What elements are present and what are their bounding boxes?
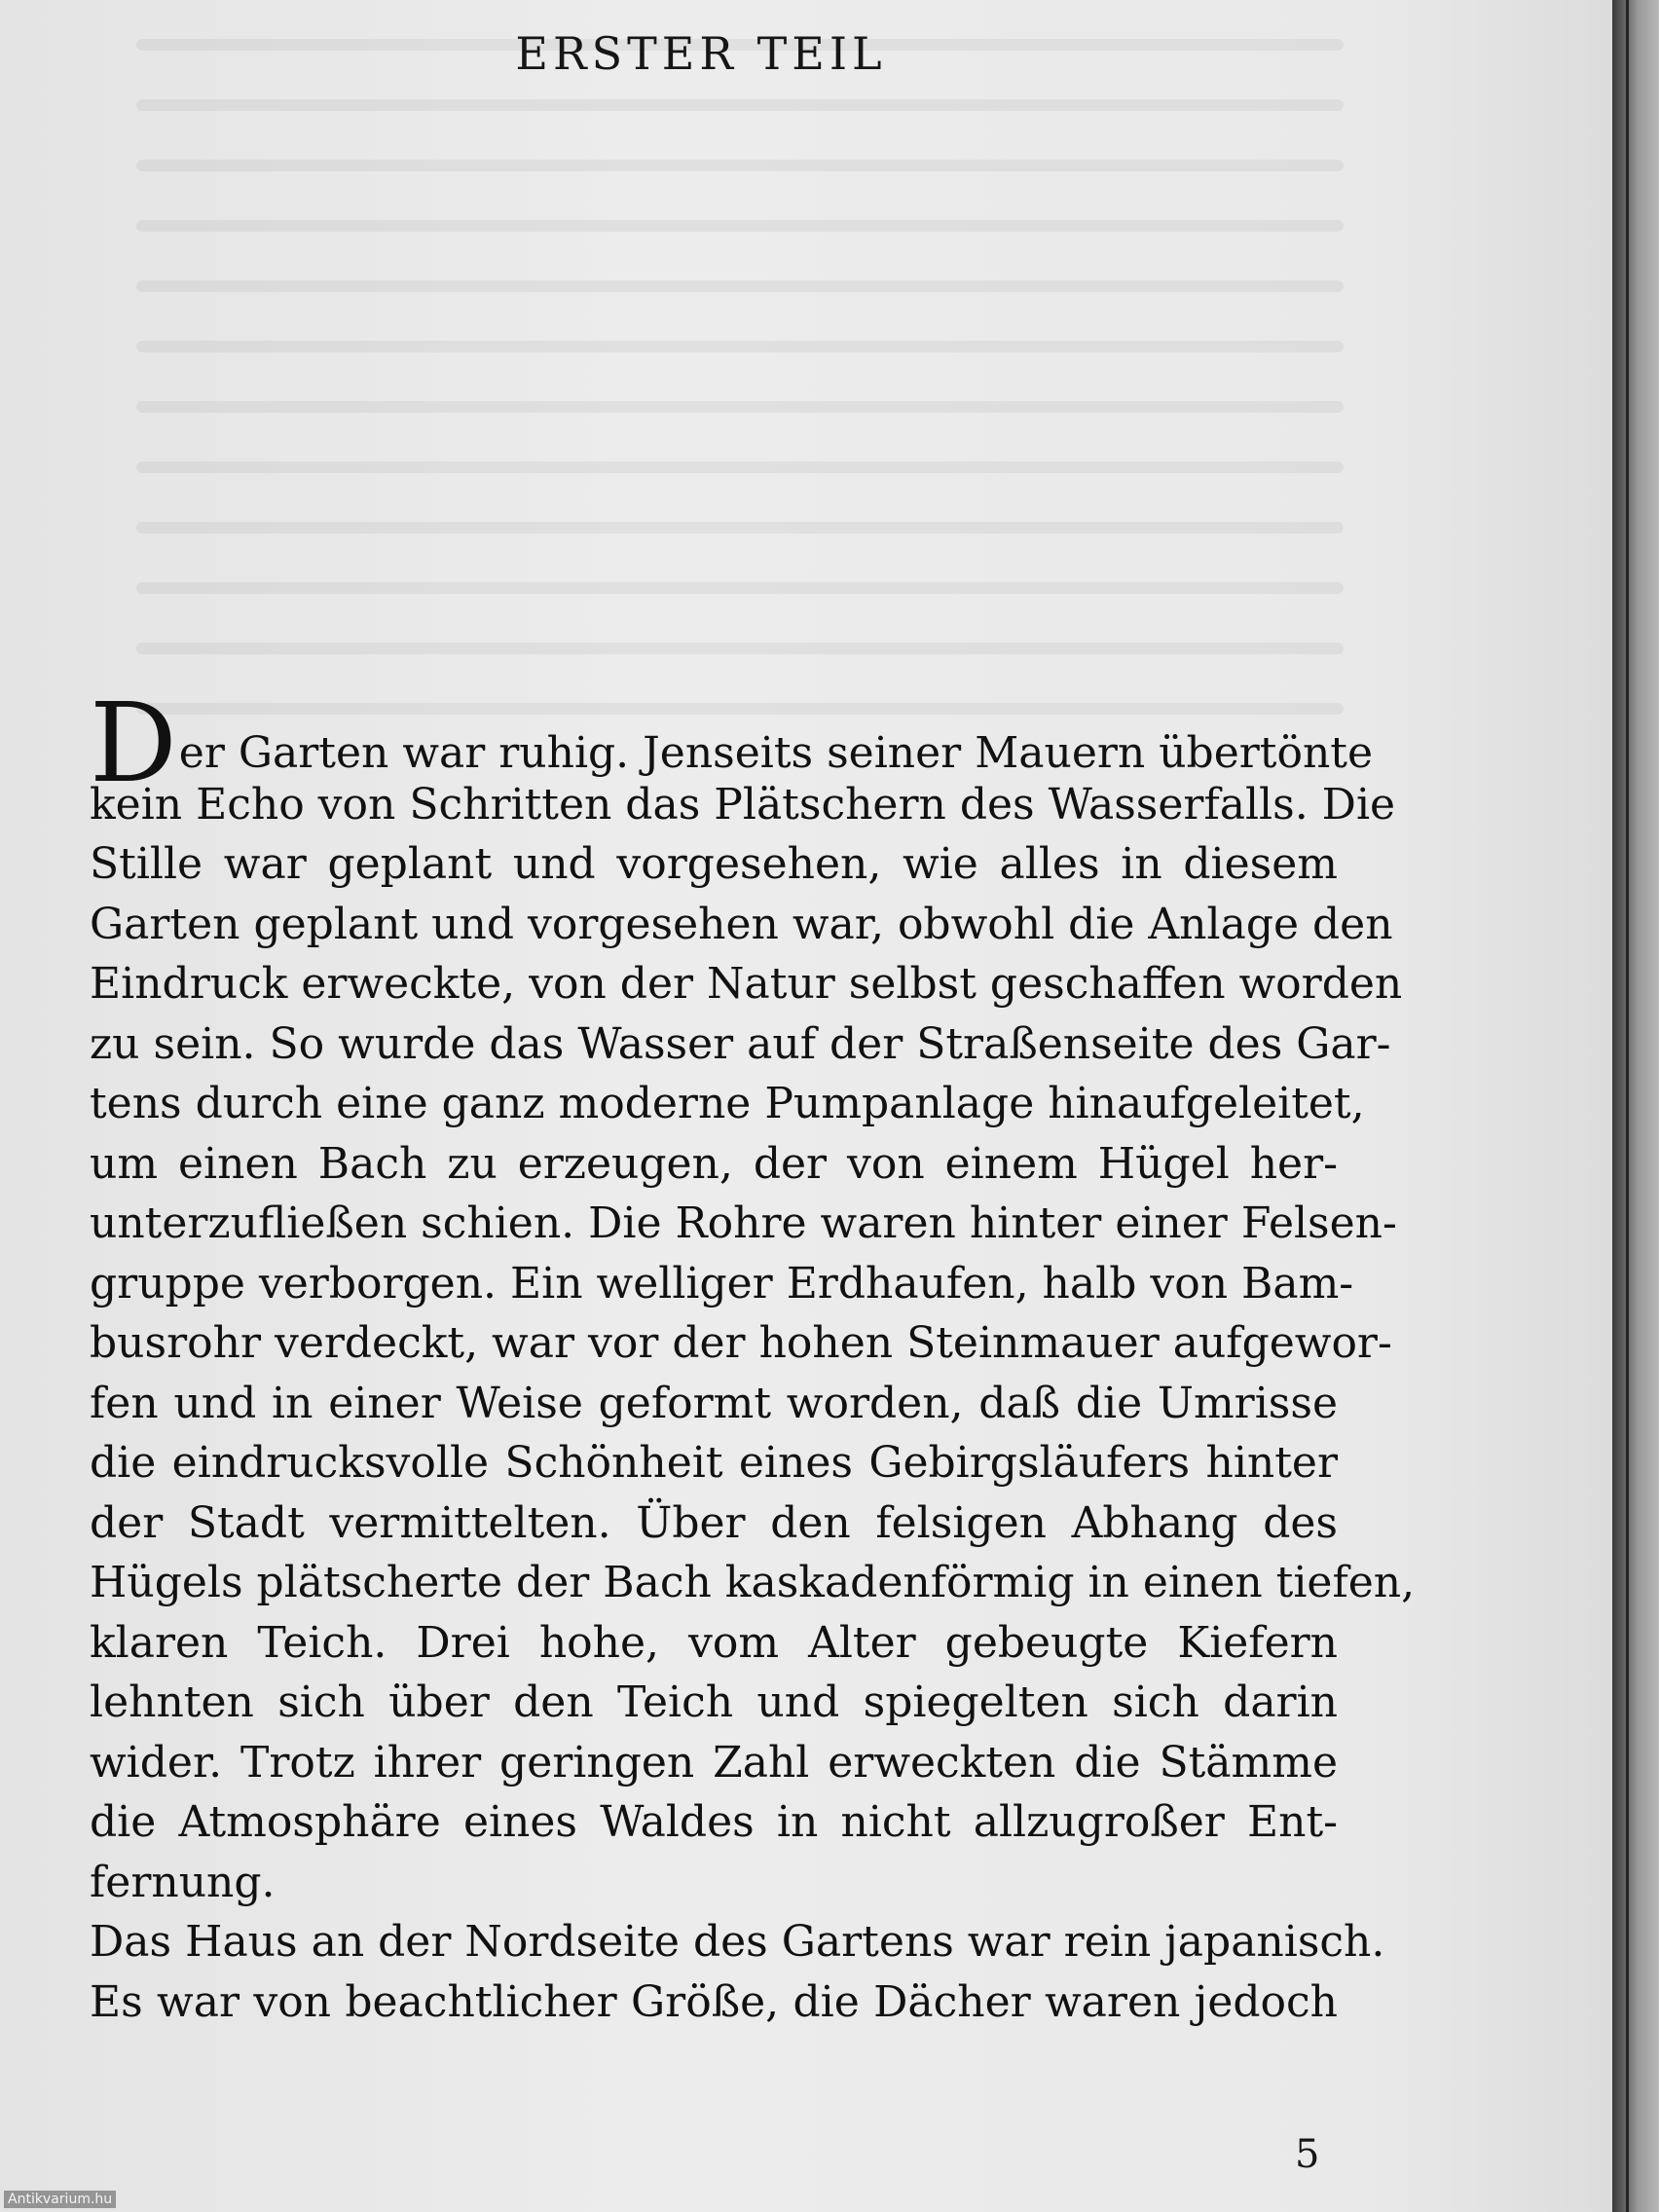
spine-edge (1626, 0, 1629, 2212)
text-line: kein Echo von Schritten das Plätschern des Wasserfalls. Die (90, 779, 1396, 830)
book-spine (1612, 0, 1659, 2212)
text-line: lehnten sich über den Teich und spiegelten sich darin (90, 1677, 1338, 1727)
text-line: busrohr verdeckt, war vor der hohen Steinmauer aufgewor- (90, 1318, 1392, 1368)
page-number: 5 (1295, 2132, 1320, 2177)
text-line: Das Haus an der Nordseite des Gartens war rein japanisch. (90, 1917, 1385, 1967)
text-line: Hügels plätscherte der Bach kaskadenförmig in einen tiefen, (90, 1558, 1416, 1607)
watermark: Antikvarium.hu (4, 2191, 116, 2208)
text-line: unterzufließen schien. Die Rohre waren hinter einer Felsen- (90, 1198, 1397, 1248)
text-line: fen und in einer Weise geformt worden, daß die Umrisse (90, 1378, 1338, 1428)
text-line: wider. Trotz ihrer geringen Zahl erweckten die Stämme (90, 1737, 1338, 1788)
paragraph-end-line: fernung. (90, 1857, 276, 1907)
text-line: die eindrucksvolle Schönheit eines Gebirgsläufers hinter (90, 1438, 1338, 1488)
text-line: um einen Bach zu erzeugen, der von einem Hügel her- (90, 1138, 1338, 1189)
drop-cap: D (90, 681, 177, 807)
text-line: gruppe verborgen. Ein welliger Erdhaufen, halb von Bam- (90, 1258, 1354, 1309)
text-line: Stille war geplant und vorgesehen, wie alles in diesem (90, 839, 1338, 889)
text-line: klaren Teich. Drei hohe, vom Alter gebeugte Kiefern (90, 1617, 1338, 1668)
chapter-heading: ERSTER TEIL (515, 27, 887, 80)
text-line: zu sein. So wurde das Wasser auf der Straßenseite des Gar- (90, 1018, 1391, 1069)
text-line: die Atmosphäre eines Waldes in nicht allzugroßer Ent- (90, 1797, 1338, 1847)
show-through-text (136, 39, 1344, 720)
text-line: Garten geplant und vorgesehen war, obwohl die Anlage den (90, 899, 1393, 949)
first-line-text: er Garten war ruhig. Jenseits seiner Mauern übertönte (178, 728, 1374, 778)
text-line: der Stadt vermittelten. Über den felsigen Abhang des (90, 1497, 1338, 1548)
text-line: Es war von beachtlicher Größe, die Dächer waren jedoch (90, 1976, 1338, 2027)
text-line: Eindruck erweckte, von der Natur selbst geschaffen worden (90, 959, 1403, 1009)
body-text (90, 681, 1416, 2032)
text-line: tens durch eine ganz moderne Pumpanlage hinaufgeleitet, (90, 1079, 1365, 1128)
